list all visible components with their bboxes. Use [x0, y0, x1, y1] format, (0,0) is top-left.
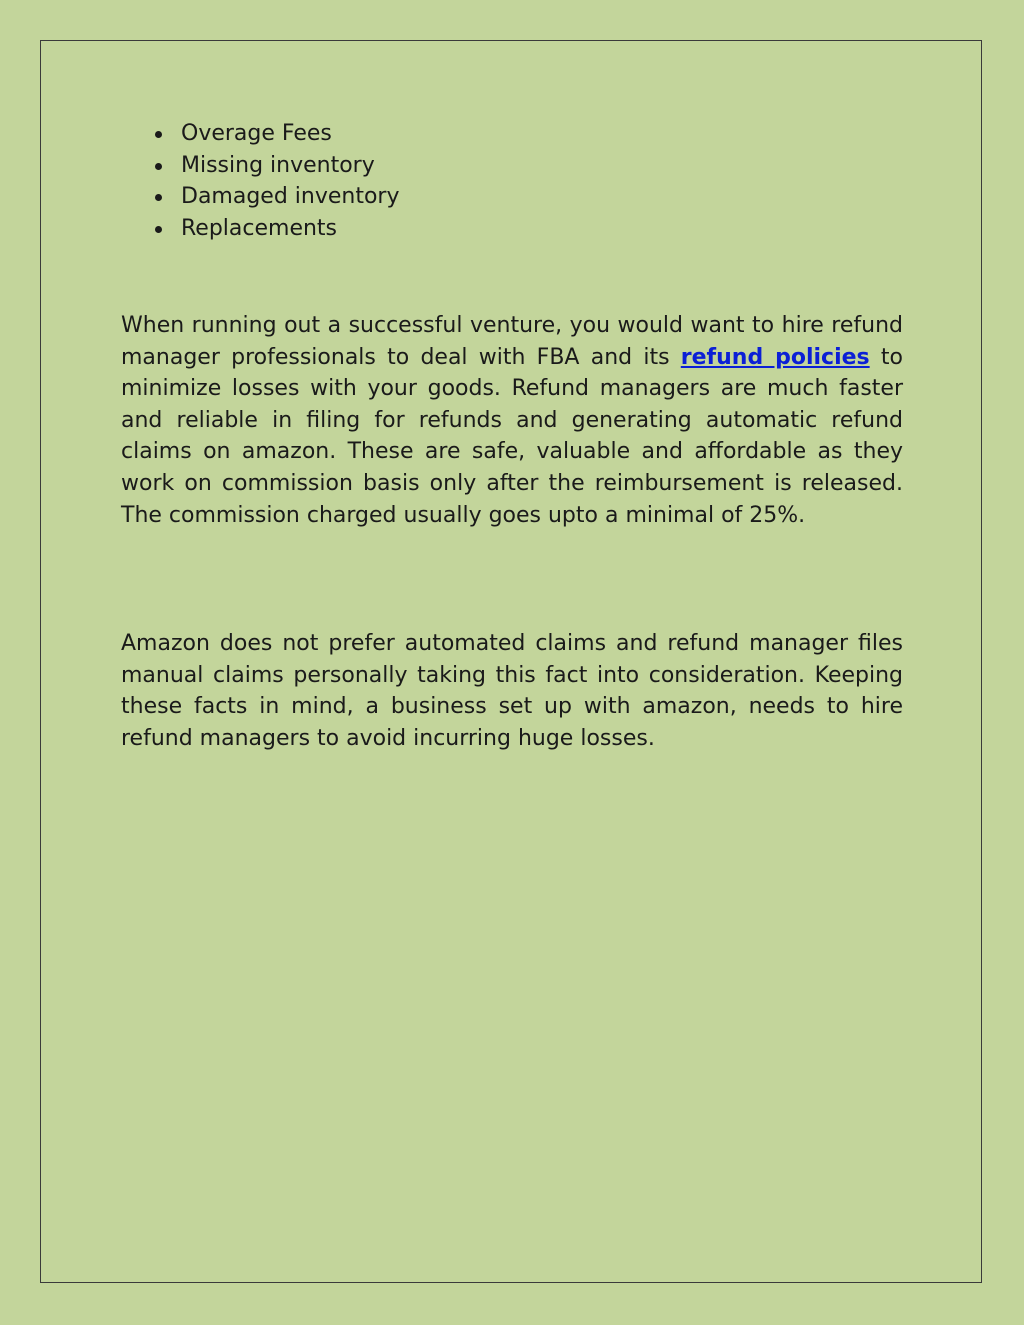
list-item	[120, 181, 400, 213]
bullet-dot-icon	[155, 194, 162, 201]
list-item	[120, 213, 400, 245]
list-item	[120, 118, 400, 150]
bullet-dot-icon	[155, 226, 162, 233]
list-item-label: Overage Fees	[181, 121, 332, 146]
list-item-label: Missing inventory	[181, 152, 375, 178]
paragraph-refund-managers	[121, 310, 903, 531]
paragraph-text-before-link: When running out a successful venture, you would want to hire refund manager professionals to deal with FBA and its	[121, 313, 903, 370]
paragraph-amazon-claims	[121, 628, 903, 754]
list-item	[120, 150, 400, 182]
paragraph-text: Amazon does not prefer automated claims and refund manager files manual claims personally taking this fact into consideration. Keeping these facts in mind, a business set up with amazon, needs to hire refund managers to avoid incurring huge losses.	[121, 631, 903, 751]
bullet-dot-icon	[155, 131, 162, 138]
bullet-dot-icon	[155, 163, 162, 170]
bullet-list	[120, 118, 400, 244]
refund-policies-link[interactable]: refund policies	[680, 344, 870, 370]
list-item-label: Damaged inventory	[181, 184, 400, 210]
paragraph-text-after-link: to minimize losses with your goods. Refund managers are much faster and reliable in filing for refunds and generating automatic refund claims on amazon. These are safe, valuable and affordable as they work on commission basis only after the reimbursement is released. The commission charged usually goes upto a minimal of 25%.	[121, 344, 903, 528]
list-item-label: Replacements	[181, 215, 338, 241]
